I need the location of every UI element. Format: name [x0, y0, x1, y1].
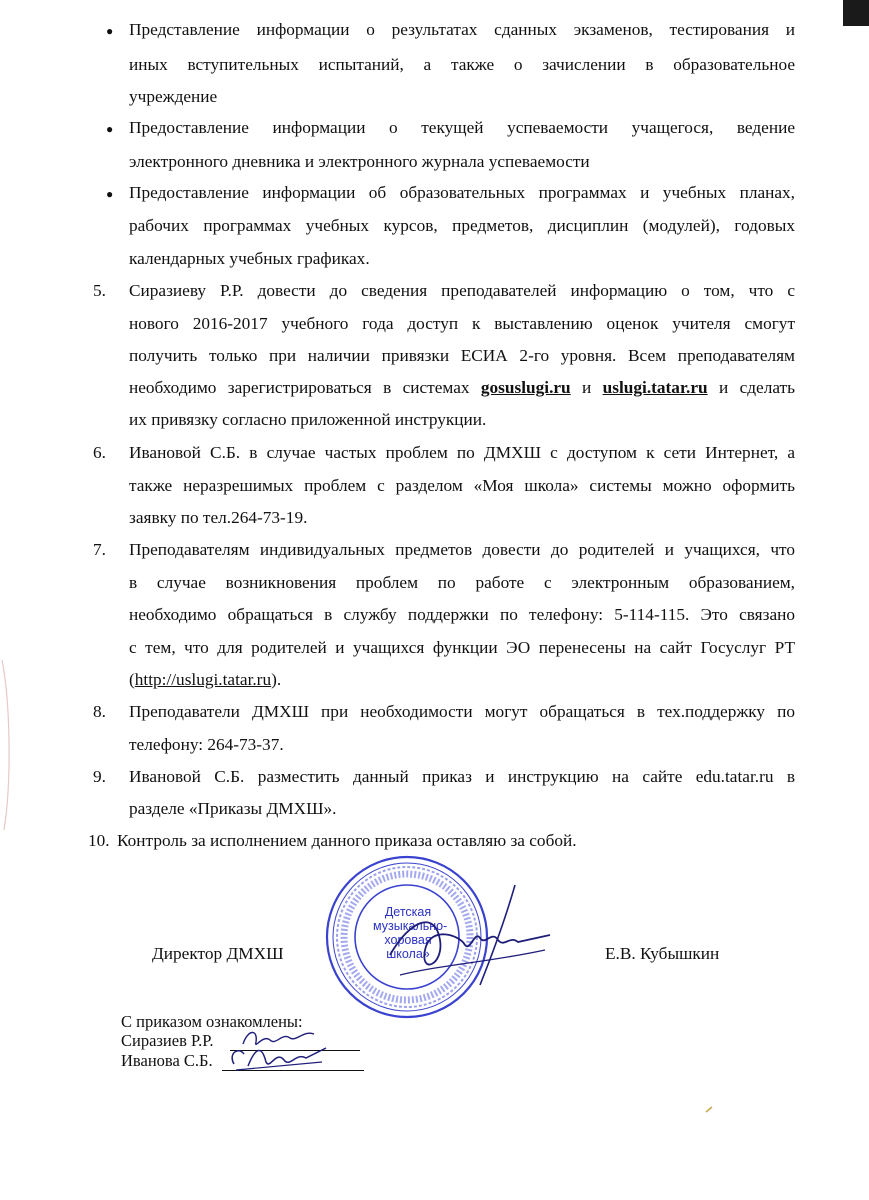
item-6-line-3: заявку по тел.264-73-19. — [129, 508, 308, 527]
item-7-line-5 — [129, 670, 795, 690]
bullet-icon: ● — [106, 187, 114, 201]
item-5-line-3: получить только при наличии привязки ЕСИА 2-го уровня. Всем преподавателям — [129, 346, 795, 365]
item-9-line-2: разделе «Приказы ДМХШ». — [129, 799, 337, 818]
ack-person-2: Иванова С.Б. — [121, 1051, 213, 1070]
item-6-number: 6. — [93, 443, 106, 462]
item-5-number: 5. — [93, 281, 106, 300]
director-title: Директор ДМХШ — [152, 944, 284, 963]
item-5-line-4-text-a: необходимо зарегистрироваться в системах — [129, 378, 481, 397]
director-name: Е.В. Кубышкин — [605, 944, 720, 963]
bullet-1-line-3: учреждение — [129, 87, 218, 106]
item-7-line-5-open: ( — [129, 670, 135, 689]
bullet-2-line-1: Предоставление информации о текущей успеваемости учащегося, ведение — [129, 118, 795, 137]
item-5-line-4-text-c: и сделать — [707, 378, 795, 397]
scan-corner-mark — [843, 0, 869, 26]
bullet-2-line-2: электронного дневника и электронного журнала успеваемости — [129, 152, 590, 171]
uslugi-tatar-link[interactable]: uslugi.tatar.ru — [602, 378, 708, 397]
bullet-3-line-3: календарных учебных графиках. — [129, 249, 370, 268]
item-5-line-1: Сиразиеву Р.Р. довести до сведения преподавателей информацию о том, что с — [129, 281, 795, 300]
ack-heading: С приказом ознакомлены: — [121, 1012, 303, 1031]
stamp-line-3: хоровая — [384, 933, 432, 947]
speck-mark — [706, 1107, 712, 1112]
item-7-line-5-close: ). — [271, 670, 282, 689]
item-7-line-2: в случае возникновения проблем по работе с электронным образованием, — [129, 573, 795, 592]
item-9-line-1: Ивановой С.Б. разместить данный приказ и инструкцию на сайте edu.tatar.ru в — [129, 767, 795, 786]
stamp-line-2: музыкально- — [373, 919, 448, 933]
uslugi-tatar-url-link[interactable]: http://uslugi.tatar.ru — [134, 670, 272, 689]
item-10-line-1: Контроль за исполнением данного приказа оставляю за собой. — [117, 831, 577, 850]
item-5-line-4 — [129, 378, 795, 398]
director-signature — [380, 880, 560, 990]
item-9-number: 9. — [93, 767, 106, 786]
gosuslugi-link[interactable]: gosuslugi.ru — [480, 378, 571, 397]
stamp-line-1: Детская — [384, 905, 432, 919]
item-8-number: 8. — [93, 702, 106, 721]
item-7-number: 7. — [93, 540, 106, 559]
bullet-1-line-1: Представление информации о результатах сданных экзаменов, тестирования и — [129, 20, 795, 39]
bullet-3-line-2: рабочих программах учебных курсов, предметов, дисциплин (модулей), годовых — [129, 216, 795, 235]
item-7-line-4: с тем, что для родителей и учащихся функции ЭО перенесены на сайт Госуслуг РТ — [129, 638, 795, 657]
item-5-line-2: нового 2016-2017 учебного года доступ к выставлению оценок учителя смогут — [129, 314, 795, 333]
item-5-line-4-text-b: и — [570, 378, 603, 397]
item-5-line-5: их привязку согласно приложенной инструкции. — [129, 410, 487, 429]
item-10-number: 10. — [88, 831, 110, 850]
bullet-1-line-2: иных вступительных испытаний, а также о зачислении в образовательное — [129, 55, 795, 74]
ivanova-signature — [226, 1040, 336, 1076]
bullet-icon: ● — [106, 122, 114, 136]
ack-person-1: Сиразиев Р.Р. — [121, 1031, 214, 1050]
bullet-3-line-1: Предоставление информации об образовательных программах и учебных планах, — [129, 183, 795, 202]
bullet-icon: ● — [106, 24, 114, 38]
item-8-line-1: Преподаватели ДМХШ при необходимости могут обращаться в тех.поддержку по — [129, 702, 795, 721]
item-8-line-2: телефону: 264-73-37. — [129, 735, 284, 754]
item-6-line-2: также неразрешимых проблем с разделом «Моя школа» системы можно оформить — [129, 476, 795, 495]
stamp-line-4: школа» — [386, 947, 430, 961]
item-7-line-3: необходимо обращаться в службу поддержки по телефону: 5-114-115. Это связано — [129, 605, 795, 624]
item-7-line-1: Преподавателям индивидуальных предметов довести до родителей и учащихся, что — [129, 540, 795, 559]
left-edge-mark — [2, 660, 9, 830]
item-6-line-1: Ивановой С.Б. в случае частых проблем по ДМХШ с доступом к сети Интернет, а — [129, 443, 795, 462]
